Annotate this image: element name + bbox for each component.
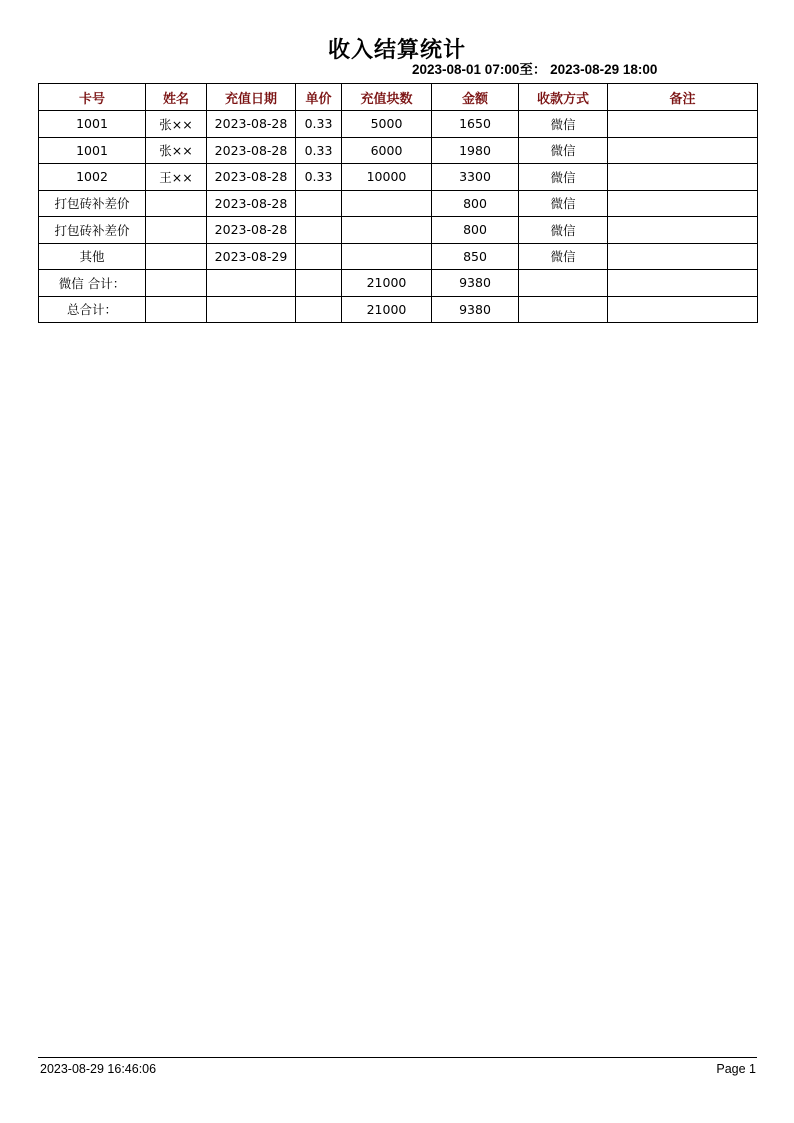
cell-name xyxy=(146,243,207,270)
cell-payment-method xyxy=(519,270,608,297)
cell-name: 王×× xyxy=(146,164,207,191)
settlement-table xyxy=(38,83,758,323)
column-header-recharge-date: 充值日期 xyxy=(207,84,296,111)
cell-name xyxy=(146,217,207,244)
cell-recharge-date: 2023-08-28 xyxy=(207,217,296,244)
cell-unit-price: 0.33 xyxy=(296,111,342,138)
cell-remarks xyxy=(608,217,758,244)
cell-remarks xyxy=(608,137,758,164)
table-row xyxy=(39,217,758,244)
cell-card-no: 打包砖补差价 xyxy=(39,190,146,217)
cell-grand-total-label: 总合计： xyxy=(39,296,146,323)
cell-payment-method xyxy=(519,296,608,323)
cell-amount: 850 xyxy=(432,243,519,270)
cell-card-no: 1001 xyxy=(39,111,146,138)
cell-remarks xyxy=(608,270,758,297)
table-row xyxy=(39,243,758,270)
cell-recharge-blocks xyxy=(342,217,432,244)
cell-recharge-blocks: 6000 xyxy=(342,137,432,164)
cell-remarks xyxy=(608,164,758,191)
cell-name: 张×× xyxy=(146,111,207,138)
cell-recharge-blocks-total: 21000 xyxy=(342,296,432,323)
cell-recharge-blocks: 10000 xyxy=(342,164,432,191)
cell-card-no: 其他 xyxy=(39,243,146,270)
cell-unit-price: 0.33 xyxy=(296,137,342,164)
column-header-remarks: 备注 xyxy=(608,84,758,111)
cell-remarks xyxy=(608,111,758,138)
cell-name xyxy=(146,270,207,297)
column-header-unit-price: 单价 xyxy=(296,84,342,111)
report-date-range: 2023-08-01 07:00至： 2023-08-29 18:00 xyxy=(412,62,658,77)
cell-recharge-date xyxy=(207,270,296,297)
column-header-payment-method: 收款方式 xyxy=(519,84,608,111)
cell-remarks xyxy=(608,190,758,217)
table-row xyxy=(39,137,758,164)
cell-name xyxy=(146,296,207,323)
cell-recharge-blocks-subtotal: 21000 xyxy=(342,270,432,297)
column-header-recharge-blocks: 充值块数 xyxy=(342,84,432,111)
cell-recharge-date: 2023-08-28 xyxy=(207,137,296,164)
cell-name xyxy=(146,190,207,217)
column-header-amount: 金额 xyxy=(432,84,519,111)
cell-recharge-date: 2023-08-29 xyxy=(207,243,296,270)
cell-name: 张×× xyxy=(146,137,207,164)
cell-recharge-blocks xyxy=(342,243,432,270)
cell-amount: 1650 xyxy=(432,111,519,138)
cell-recharge-date xyxy=(207,296,296,323)
table-row xyxy=(39,111,758,138)
cell-remarks xyxy=(608,296,758,323)
cell-amount-total: 9380 xyxy=(432,296,519,323)
grand-total-row xyxy=(39,296,758,323)
cell-unit-price xyxy=(296,270,342,297)
cell-card-no: 1002 xyxy=(39,164,146,191)
subtotal-row xyxy=(39,270,758,297)
cell-amount: 800 xyxy=(432,190,519,217)
cell-recharge-blocks: 5000 xyxy=(342,111,432,138)
cell-subtotal-label: 微信 合计： xyxy=(39,270,146,297)
table-header-row xyxy=(39,84,758,111)
cell-card-no: 打包砖补差价 xyxy=(39,217,146,244)
cell-payment-method: 微信 xyxy=(519,243,608,270)
cell-unit-price xyxy=(296,217,342,244)
column-header-card-no: 卡号 xyxy=(39,84,146,111)
cell-payment-method: 微信 xyxy=(519,190,608,217)
cell-recharge-date: 2023-08-28 xyxy=(207,111,296,138)
cell-card-no: 1001 xyxy=(39,137,146,164)
cell-unit-price xyxy=(296,190,342,217)
cell-recharge-blocks xyxy=(342,190,432,217)
cell-payment-method: 微信 xyxy=(519,137,608,164)
cell-recharge-date: 2023-08-28 xyxy=(207,164,296,191)
print-timestamp: 2023-08-29 16:46:06 xyxy=(40,1062,157,1076)
cell-payment-method: 微信 xyxy=(519,111,608,138)
cell-payment-method: 微信 xyxy=(519,164,608,191)
table-row xyxy=(39,190,758,217)
column-header-name: 姓名 xyxy=(146,84,207,111)
cell-payment-method: 微信 xyxy=(519,217,608,244)
cell-unit-price xyxy=(296,243,342,270)
cell-unit-price xyxy=(296,296,342,323)
cell-amount: 800 xyxy=(432,217,519,244)
cell-remarks xyxy=(608,243,758,270)
cell-amount: 3300 xyxy=(432,164,519,191)
footer-divider xyxy=(38,1057,757,1058)
cell-amount-subtotal: 9380 xyxy=(432,270,519,297)
cell-recharge-date: 2023-08-28 xyxy=(207,190,296,217)
table-row xyxy=(39,164,758,191)
page-number: Page 1 xyxy=(716,1062,756,1076)
cell-unit-price: 0.33 xyxy=(296,164,342,191)
cell-amount: 1980 xyxy=(432,137,519,164)
report-title: 收入结算统计 xyxy=(327,37,466,63)
